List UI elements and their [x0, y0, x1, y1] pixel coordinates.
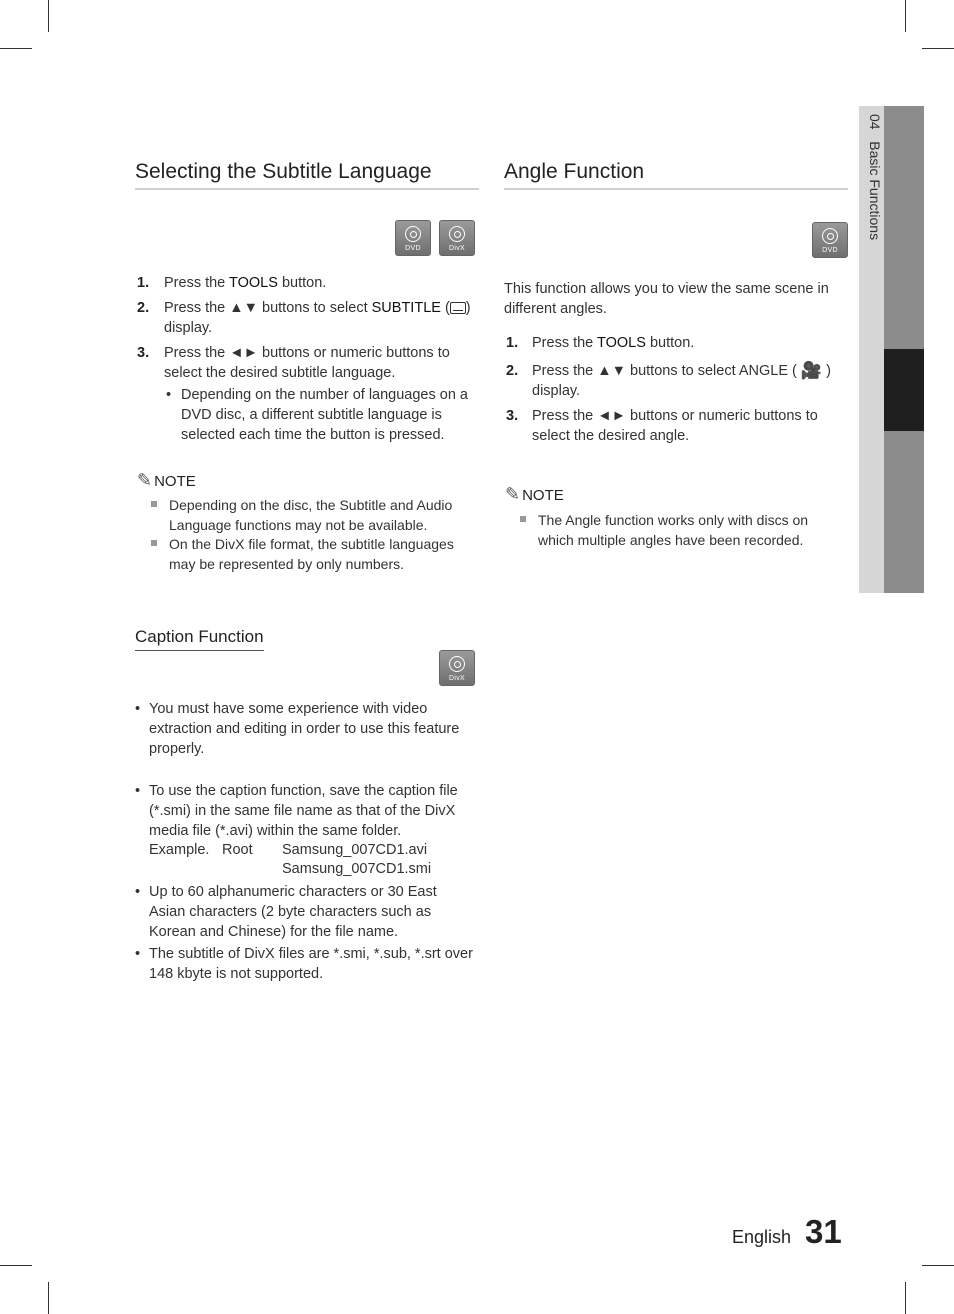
- angle-intro: This function allows you to view the same scene in different angles.: [504, 281, 829, 317]
- caption-example-label: Example.: [149, 842, 210, 858]
- caption-bullet: • The subtitle of DivX files are *.smi, *.sub, *.srt over 148 kbyte is not supported.: [135, 946, 473, 982]
- angle-step-1: 1. Press the TOOLS button.: [506, 335, 695, 351]
- crop-mark: [905, 1282, 906, 1314]
- dvd-badge-icon: DVD: [812, 222, 848, 258]
- subtitle-step-3-bullet: • Depending on the number of languages on a DVD disc, a different subtitle language is selected each time the button is pressed.: [166, 387, 468, 443]
- angle-camera-icon: 🎥: [800, 361, 823, 380]
- caption-bullet: • You must have some experience with video extraction and editing in order to use this feature properly.: [135, 701, 460, 757]
- angle-note-heading: ✎ NOTE: [505, 484, 564, 504]
- tools-keyword: TOOLS: [229, 275, 278, 291]
- crop-mark: [48, 1282, 49, 1314]
- caption-example-file: Samsung_007CD1.smi: [282, 861, 432, 877]
- crop-mark: [0, 1265, 32, 1266]
- dvd-badge-icon: DVD: [395, 220, 431, 256]
- caption-bullet: • Up to 60 alphanumeric characters or 30 East Asian characters (2 byte characters such as Korean and Chinese) for the file name.: [135, 884, 437, 940]
- chapter-title: Basic Functions: [867, 141, 883, 241]
- crop-mark: [905, 0, 906, 32]
- chapter-number: 04: [867, 114, 883, 130]
- divx-badge-icon: DivX: [439, 650, 475, 686]
- pencil-icon: ✎: [137, 470, 153, 490]
- subtitle-step-2: 2. Press the ▲▼ buttons to select SUBTITLE ( ) display.: [137, 300, 471, 336]
- pencil-icon: ✎: [505, 484, 521, 504]
- page-number: 31: [805, 1213, 842, 1250]
- subtitle-note-heading: ✎ NOTE: [137, 470, 196, 490]
- tools-keyword: TOOLS: [597, 335, 646, 351]
- side-tab-current-marker: [884, 349, 924, 431]
- crop-mark: [48, 0, 49, 32]
- subtitle-step-1: 1. Press the TOOLS button.: [137, 275, 327, 291]
- subtitle-icon: [450, 302, 466, 314]
- angle-section-title: Angle Function: [504, 160, 848, 190]
- caption-bullet: • To use the caption function, save the caption file (*.smi) in the same file name as that of the DivX media file (*.avi) within the same folder.: [135, 783, 458, 839]
- subtitle-step-3: 3. Press the ◄► buttons or numeric buttons to select the desired subtitle language.: [137, 345, 450, 381]
- angle-note-item: The Angle function works only with discs on which multiple angles have been recorded.: [520, 510, 850, 550]
- subtitle-note-item: On the DivX file format, the subtitle languages may be represented by only numbers.: [151, 534, 481, 574]
- subtitle-keyword: SUBTITLE: [371, 300, 441, 316]
- angle-step-3: 3. Press the ◄► buttons or numeric buttons to select the desired angle.: [506, 408, 818, 444]
- crop-mark: [922, 1265, 954, 1266]
- subtitle-section-title: Selecting the Subtitle Language: [135, 160, 479, 190]
- caption-example-root: Root: [222, 842, 253, 858]
- caption-section-title: Caption Function: [135, 627, 264, 651]
- subtitle-note-item: Depending on the disc, the Subtitle and Audio Language functions may not be available.: [151, 495, 481, 535]
- crop-mark: [922, 48, 954, 49]
- divx-badge-icon: DivX: [439, 220, 475, 256]
- crop-mark: [0, 48, 32, 49]
- caption-example-file: Samsung_007CD1.avi: [282, 842, 428, 858]
- footer-language: English: [732, 1227, 792, 1247]
- side-tab-label: [861, 114, 883, 354]
- angle-step-2: 2. Press the ▲▼ buttons to select ANGLE ( 🎥 ) display.: [506, 361, 831, 399]
